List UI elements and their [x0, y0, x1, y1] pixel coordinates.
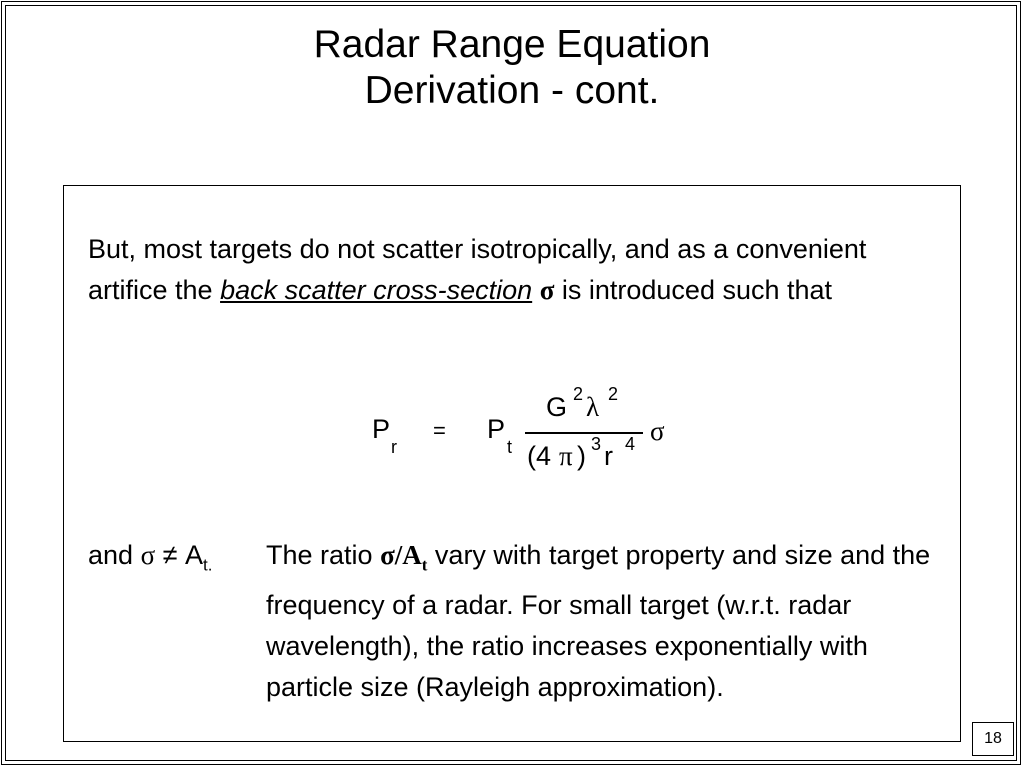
- eq-num-G-exp: 2: [573, 384, 584, 404]
- intro-text-1: But, most targets do not scatter isotropically, and as a convenient artifice the: [88, 234, 867, 305]
- ratio-symbol-sub: t: [421, 555, 428, 575]
- eq-den-r: r: [604, 441, 613, 471]
- title-line-1: Radar Range Equation: [313, 23, 711, 66]
- title-line-2: Derivation - cont.: [364, 69, 660, 112]
- and-sigma: σ: [140, 540, 156, 570]
- eq-den-exp3: 3: [591, 434, 602, 454]
- eq-den-open: (4: [527, 441, 552, 471]
- eq-lhs-P: P: [372, 414, 391, 444]
- and-text: and: [88, 540, 134, 570]
- and-A-sub: t.: [203, 555, 213, 575]
- ratio-prefix: The ratio: [266, 540, 381, 570]
- eq-num-lambda-exp: 2: [608, 384, 619, 404]
- eq-den-pi: π: [559, 441, 573, 471]
- page-number: 18: [972, 722, 1014, 756]
- ratio-rest: vary with target property and size and the frequency of a radar. For small target (w.r.t. radar wavelength), the ratio increases exponentially with particle size (Rayleigh approximation).: [266, 540, 931, 703]
- intro-text-2: is introduced such that: [554, 275, 833, 305]
- and-sigma-not-equal-area: [88, 535, 212, 585]
- eq-rhs-sub-t: t: [507, 437, 513, 457]
- and-A: A: [185, 540, 204, 570]
- ratio-symbol: σ/A: [380, 540, 422, 570]
- slide-title: [0, 22, 1024, 114]
- eq-num-G: G: [546, 392, 568, 422]
- intro-paragraph: [88, 229, 948, 311]
- eq-equals: =: [433, 418, 446, 443]
- eq-num-lambda: λ: [586, 392, 600, 422]
- eq-den-exp4: 4: [625, 434, 636, 454]
- eq-lhs-sub-r: r: [391, 437, 397, 457]
- eq-den-close: ): [577, 441, 586, 471]
- not-equal-sign: ≠: [162, 540, 178, 570]
- eq-rhs-P: P: [487, 414, 506, 444]
- eq-sigma: σ: [650, 416, 665, 446]
- sigma-symbol: σ: [539, 275, 555, 305]
- ratio-paragraph: [266, 535, 946, 708]
- backscatter-term: back scatter cross-section: [220, 275, 533, 305]
